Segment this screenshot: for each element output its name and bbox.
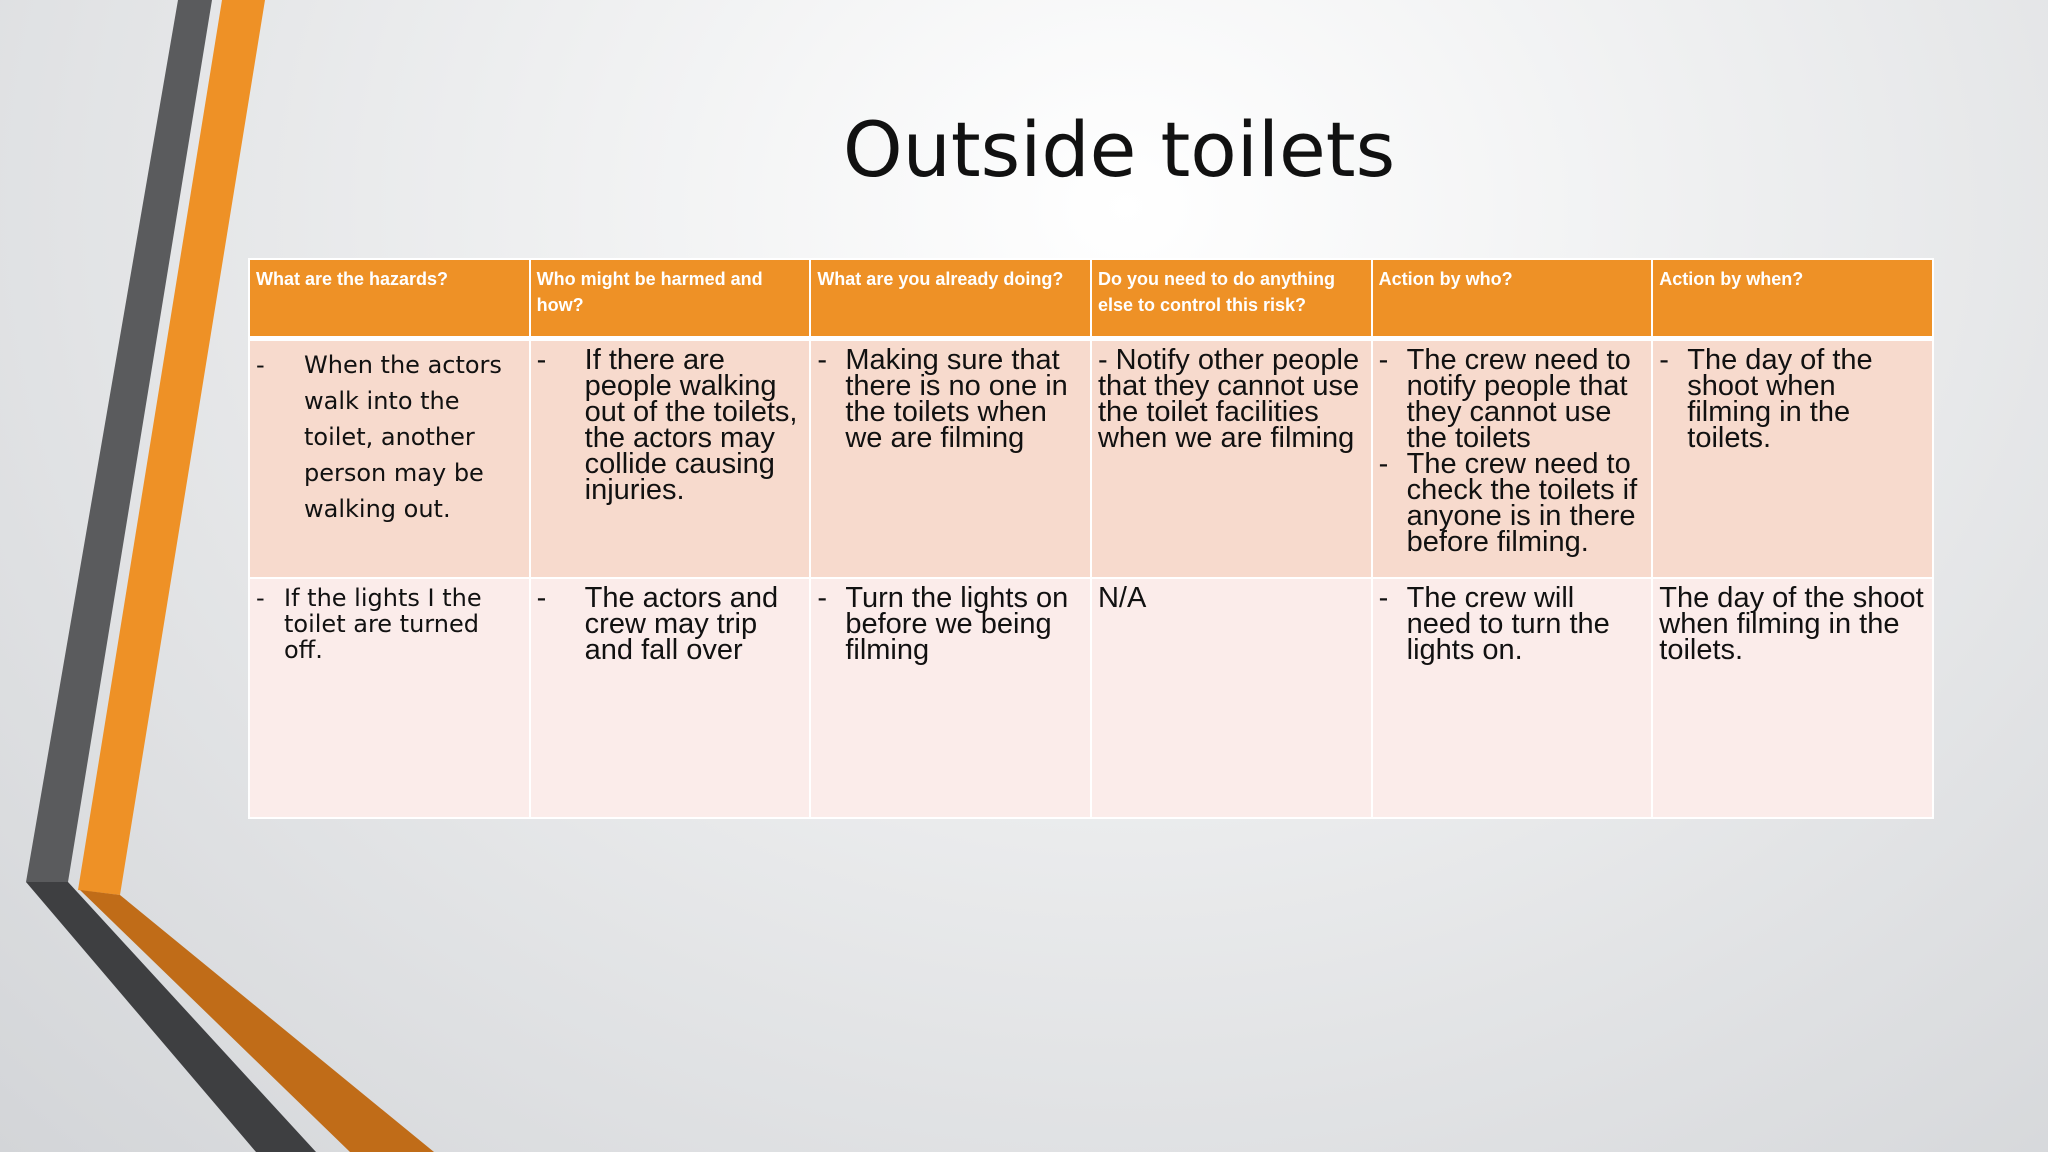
risk-assessment-table [248,258,1934,819]
cell-control-risk [1091,578,1372,818]
cell-text: The crew need to notify people that they cannot use the toilets [1406,344,1631,454]
table-header-row [249,259,1933,339]
bullet-item [1378,344,1646,454]
cell-action-by-when [1652,578,1933,818]
cell-text: The crew need to check the toilets if anyone is in there before filming. [1406,448,1638,558]
cell-text: The crew will need to turn the lights on. [1406,582,1610,666]
cell-who-harmed [530,339,811,579]
bullet-dash: - [536,582,547,614]
table-row [249,578,1933,818]
cell-text: N/A [1097,582,1147,614]
bullet-dash: - [817,344,827,376]
cell-text: The actors and crew may trip and fall over [584,582,779,666]
bullet-item [1378,582,1646,666]
bullet-item [256,347,523,527]
cell-already-doing [810,578,1091,818]
bullet-item [1659,344,1926,454]
cell-text: The day of the shoot when filming in the toilets. [1687,344,1873,454]
bullet-item [817,582,1084,666]
bullet-item [817,344,1084,454]
bullet-item [536,344,804,506]
cell-action-by-who [1372,339,1653,579]
cell-text: Making sure that there is no one in the toilets when we are filming [845,344,1068,454]
cell-control-risk [1091,339,1372,579]
header-control-risk: Do you need to do anything else to control this risk? [1091,259,1372,339]
cell-already-doing [810,339,1091,579]
cell-who-harmed [530,578,811,818]
bullet-dash: - [256,584,265,612]
cell-text: - Notify other people that they cannot use the toilet facilities when we are filming [1097,344,1360,454]
cell-action-by-who [1372,578,1653,818]
cell-hazard [249,339,530,579]
cell-text: The day of the shoot when filming in the toilets. [1659,582,1924,666]
cell-action-by-when [1652,339,1933,579]
bullet-dash: - [1659,344,1669,376]
header-hazards: What are the hazards? [249,259,530,339]
dark-stripe-lower [26,882,316,1152]
bullet-dash: - [1378,582,1389,614]
bullet-item [536,582,804,666]
cell-hazard [249,578,530,818]
bullet-item [1378,448,1646,558]
cell-text: If there are people walking out of the toilets, the actors may collide causing injuries. [584,344,798,506]
bullet-dash: - [817,582,827,614]
header-who-harmed: Who might be harmed and how? [530,259,811,339]
slide-title: Outside toilets [842,105,1396,194]
cell-text: When the actors walk into the toilet, another person may be walking out. [304,351,502,523]
cell-text: Turn the lights on before we being filming [845,582,1069,666]
bullet-dash: - [536,344,547,376]
bullet-dash: - [1378,448,1389,480]
bullet-dash: - [256,351,265,379]
bullet-dash: - [1378,344,1389,376]
bullet-item [256,585,523,663]
header-action-by-who: Action by who? [1372,259,1653,339]
cell-text: If the lights I the toilet are turned off. [284,584,482,664]
header-already-doing: What are you already doing? [810,259,1091,339]
header-action-by-when: Action by when? [1652,259,1933,339]
table-row [249,339,1933,579]
